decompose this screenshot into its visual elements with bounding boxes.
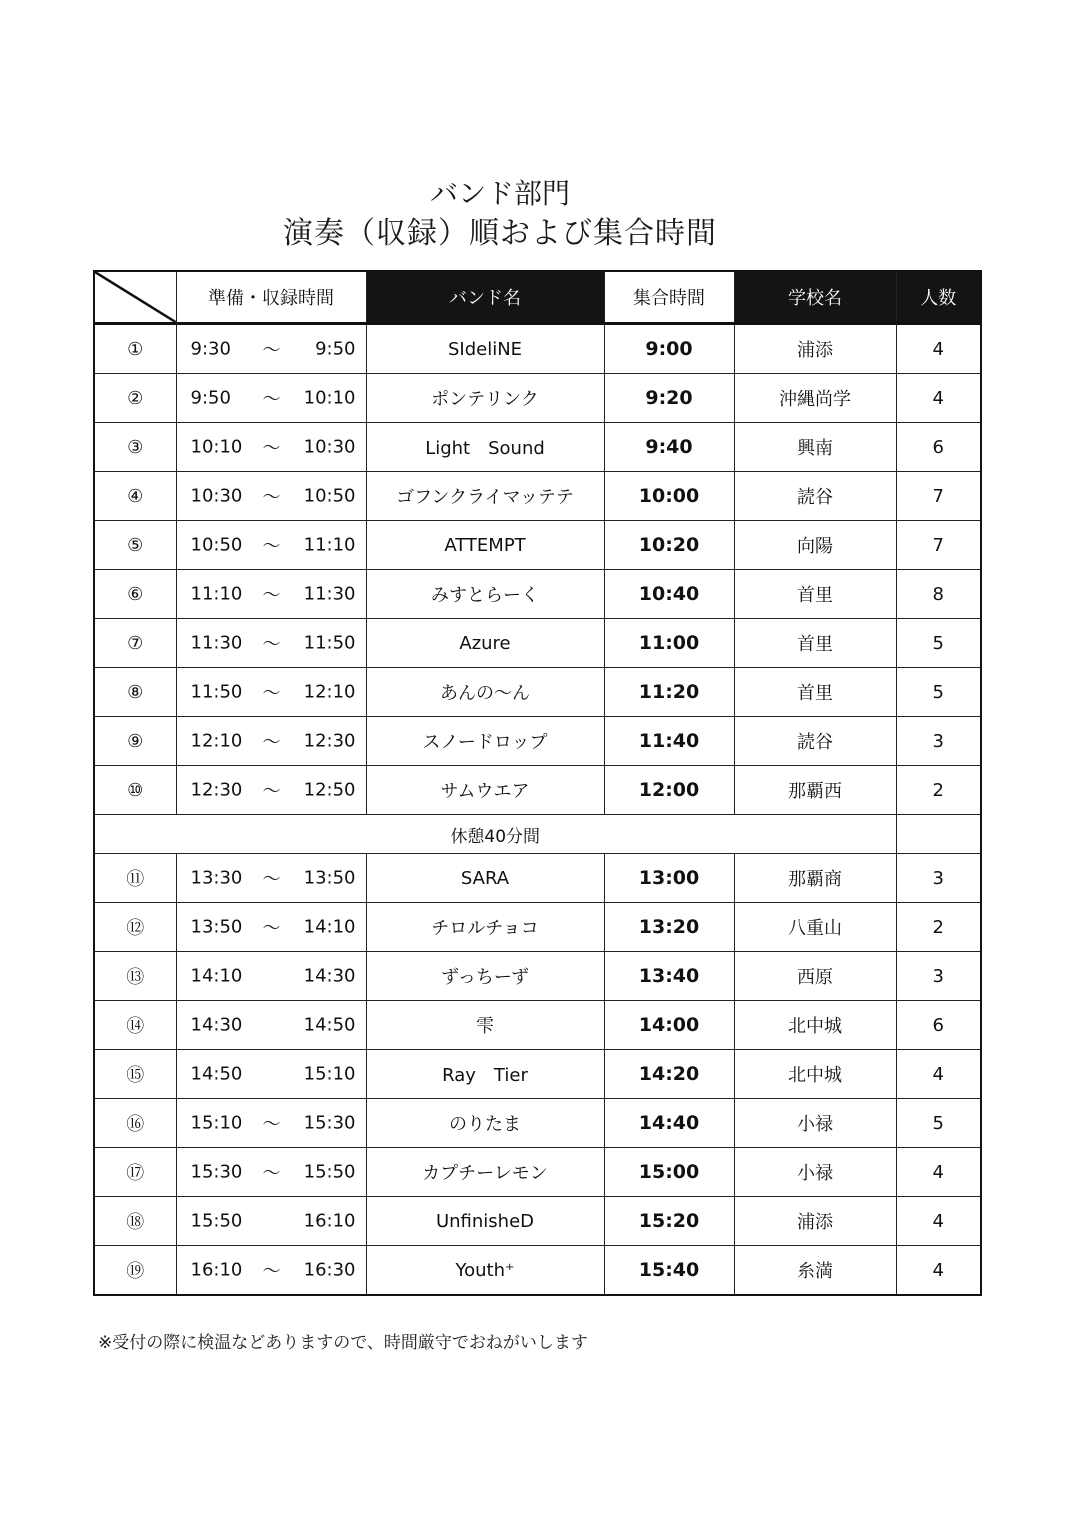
time-end: 12:10: [303, 681, 356, 703]
order-number: ⑫: [94, 903, 176, 952]
time-start: 14:50: [190, 1063, 243, 1085]
meeting-time: 10:00: [604, 472, 734, 521]
time-tilde: ～: [262, 781, 281, 802]
member-count: 4: [896, 1148, 981, 1197]
time-tilde: ～: [262, 487, 281, 508]
school-name: 北中城: [734, 1050, 896, 1099]
diagonal-line-icon: [95, 272, 176, 322]
member-count: 3: [896, 952, 981, 1001]
page-title: バンド部門: [429, 177, 570, 210]
time-range-cell: [176, 1099, 366, 1148]
member-count: 6: [896, 1001, 981, 1050]
time-range-cell: [176, 903, 366, 952]
school-name: 小禄: [734, 1148, 896, 1197]
band-name: ずっちーず: [366, 952, 604, 1001]
time-range-cell: [176, 952, 366, 1001]
order-number: ⑯: [94, 1099, 176, 1148]
time-end: 15:50: [303, 1161, 356, 1183]
member-count: 5: [896, 1099, 981, 1148]
time-start: 12:10: [190, 730, 243, 752]
school-name: 沖縄尚学: [734, 374, 896, 423]
school-name: 首里: [734, 619, 896, 668]
break-label: 休憩40分間: [94, 815, 896, 854]
band-name: あんの～ん: [366, 668, 604, 717]
time-end: 12:30: [303, 730, 356, 752]
band-name: Youth⁺: [366, 1246, 604, 1296]
time-range-cell: [176, 717, 366, 766]
time-range-cell: [176, 766, 366, 815]
school-name: 首里: [734, 668, 896, 717]
meeting-time: 12:00: [604, 766, 734, 815]
time-tilde: ～: [262, 634, 281, 655]
page-subtitle: 演奏（収録）順および集合時間: [283, 216, 717, 251]
time-range-cell: [176, 374, 366, 423]
order-number: ⑮: [94, 1050, 176, 1099]
band-name: SARA: [366, 854, 604, 903]
meeting-time: 14:00: [604, 1001, 734, 1050]
time-start: 15:50: [190, 1210, 243, 1232]
band-name: サムウエア: [366, 766, 604, 815]
member-count: 3: [896, 854, 981, 903]
meeting-time: 10:20: [604, 521, 734, 570]
header-meeting: 集合時間: [604, 271, 734, 324]
time-range-cell: [176, 423, 366, 472]
member-count: 8: [896, 570, 981, 619]
table-row: [94, 423, 981, 472]
member-count: 4: [896, 324, 981, 374]
school-name: 北中城: [734, 1001, 896, 1050]
school-name: 八重山: [734, 903, 896, 952]
band-name: カプチーレモン: [366, 1148, 604, 1197]
time-start: 16:10: [190, 1259, 243, 1281]
table-row: [94, 854, 981, 903]
time-start: 10:10: [190, 436, 243, 458]
band-name: Light Sound: [366, 423, 604, 472]
time-end: 9:50: [315, 338, 356, 360]
time-start: 14:30: [190, 1014, 243, 1036]
order-number: ⑦: [94, 619, 176, 668]
time-range-cell: [176, 619, 366, 668]
member-count: 5: [896, 619, 981, 668]
order-number: ②: [94, 374, 176, 423]
table-row: [94, 903, 981, 952]
meeting-time: 15:20: [604, 1197, 734, 1246]
order-number: ⑧: [94, 668, 176, 717]
band-name: SIdeliNE: [366, 324, 604, 374]
time-end: 15:30: [303, 1112, 356, 1134]
time-end: 11:50: [303, 632, 356, 654]
table-row: [94, 1197, 981, 1246]
header-band: バンド名: [366, 271, 604, 324]
school-name: 興南: [734, 423, 896, 472]
time-tilde: ～: [262, 536, 281, 557]
time-end: 12:50: [303, 779, 356, 801]
order-number: ③: [94, 423, 176, 472]
member-count: 4: [896, 1050, 981, 1099]
footnote: ※受付の際に検温などありますので、時間厳守でおねがいします: [98, 1333, 588, 1353]
table-row: [94, 1148, 981, 1197]
band-name: UnfinisheD: [366, 1197, 604, 1246]
time-end: 16:10: [303, 1210, 356, 1232]
time-tilde: ～: [262, 683, 281, 704]
school-name: 浦添: [734, 324, 896, 374]
member-count: 6: [896, 423, 981, 472]
school-name: 読谷: [734, 472, 896, 521]
time-tilde: ～: [262, 340, 281, 361]
table-row: [94, 324, 981, 374]
time-tilde: ～: [262, 869, 281, 890]
time-end: 10:30: [303, 436, 356, 458]
school-name: 西原: [734, 952, 896, 1001]
time-start: 13:30: [190, 867, 243, 889]
member-count: 2: [896, 766, 981, 815]
member-count: 4: [896, 1246, 981, 1296]
member-count: 4: [896, 1197, 981, 1246]
band-name: Azure: [366, 619, 604, 668]
order-number: ⑥: [94, 570, 176, 619]
time-start: 9:30: [190, 338, 231, 360]
meeting-time: 15:40: [604, 1246, 734, 1296]
time-end: 11:30: [303, 583, 356, 605]
time-range-cell: [176, 668, 366, 717]
time-tilde: ～: [262, 732, 281, 753]
table-row: [94, 766, 981, 815]
meeting-time: 9:00: [604, 324, 734, 374]
time-end: 11:10: [303, 534, 356, 556]
table-row: [94, 570, 981, 619]
time-tilde: ～: [262, 1261, 281, 1282]
member-count: 3: [896, 717, 981, 766]
school-name: 首里: [734, 570, 896, 619]
table-row: [94, 668, 981, 717]
time-start: 11:10: [190, 583, 243, 605]
header-time: 準備・収録時間: [176, 271, 366, 324]
order-number: ⑩: [94, 766, 176, 815]
time-start: 12:30: [190, 779, 243, 801]
school-name: 向陽: [734, 521, 896, 570]
time-start: 11:50: [190, 681, 243, 703]
meeting-time: 9:40: [604, 423, 734, 472]
meeting-time: 13:20: [604, 903, 734, 952]
meeting-time: 14:40: [604, 1099, 734, 1148]
table-row: [94, 717, 981, 766]
meeting-time: 9:20: [604, 374, 734, 423]
time-start: 11:30: [190, 632, 243, 654]
order-number: ⑲: [94, 1246, 176, 1296]
order-number: ⑪: [94, 854, 176, 903]
meeting-time: 13:00: [604, 854, 734, 903]
time-end: 14:50: [303, 1014, 356, 1036]
table-row: [94, 619, 981, 668]
time-range-cell: [176, 570, 366, 619]
time-range-cell: [176, 1197, 366, 1246]
break-empty-cell: [896, 815, 981, 854]
member-count: 7: [896, 472, 981, 521]
time-start: 10:30: [190, 485, 243, 507]
time-range-cell: [176, 521, 366, 570]
time-tilde: ～: [262, 918, 281, 939]
member-count: 5: [896, 668, 981, 717]
band-name: スノードロップ: [366, 717, 604, 766]
table-row: [94, 1099, 981, 1148]
header-school: 学校名: [734, 271, 896, 324]
band-name: ポンテリンク: [366, 374, 604, 423]
school-name: 那覇商: [734, 854, 896, 903]
time-start: 15:30: [190, 1161, 243, 1183]
time-start: 13:50: [190, 916, 243, 938]
band-name: ATTEMPT: [366, 521, 604, 570]
school-name: 糸満: [734, 1246, 896, 1296]
time-end: 13:50: [303, 867, 356, 889]
time-start: 14:10: [190, 965, 243, 987]
order-number: ④: [94, 472, 176, 521]
order-number: ⑬: [94, 952, 176, 1001]
order-number: ①: [94, 324, 176, 374]
band-name: 雫: [366, 1001, 604, 1050]
table-row: [94, 374, 981, 423]
time-end: 14:10: [303, 916, 356, 938]
header-diagonal-cell: [94, 271, 176, 324]
time-range-cell: [176, 854, 366, 903]
time-range-cell: [176, 1050, 366, 1099]
order-number: ⑭: [94, 1001, 176, 1050]
break-row: [94, 815, 981, 854]
meeting-time: 15:00: [604, 1148, 734, 1197]
meeting-time: 10:40: [604, 570, 734, 619]
table-row: [94, 1246, 981, 1296]
time-tilde: ～: [262, 585, 281, 606]
band-name: Ray Tier: [366, 1050, 604, 1099]
school-name: 那覇西: [734, 766, 896, 815]
time-tilde: ～: [262, 1163, 281, 1184]
time-start: 15:10: [190, 1112, 243, 1134]
schedule-table: [93, 270, 982, 1296]
order-number: ⑱: [94, 1197, 176, 1246]
school-name: 浦添: [734, 1197, 896, 1246]
time-range-cell: [176, 1148, 366, 1197]
time-range-cell: [176, 324, 366, 374]
band-name: ゴフンクライマッテテ: [366, 472, 604, 521]
table-row: [94, 1001, 981, 1050]
meeting-time: 11:20: [604, 668, 734, 717]
member-count: 2: [896, 903, 981, 952]
member-count: 4: [896, 374, 981, 423]
time-start: 9:50: [190, 387, 231, 409]
time-tilde: ～: [262, 389, 281, 410]
meeting-time: 11:00: [604, 619, 734, 668]
table-row: [94, 521, 981, 570]
order-number: ⑤: [94, 521, 176, 570]
time-end: 14:30: [303, 965, 356, 987]
table-row: [94, 472, 981, 521]
time-end: 10:10: [303, 387, 356, 409]
meeting-time: 13:40: [604, 952, 734, 1001]
order-number: ⑰: [94, 1148, 176, 1197]
table-row: [94, 1050, 981, 1099]
school-name: 読谷: [734, 717, 896, 766]
member-count: 7: [896, 521, 981, 570]
school-name: 小禄: [734, 1099, 896, 1148]
time-start: 10:50: [190, 534, 243, 556]
meeting-time: 14:20: [604, 1050, 734, 1099]
time-end: 16:30: [303, 1259, 356, 1281]
time-tilde: ～: [262, 1114, 281, 1135]
order-number: ⑨: [94, 717, 176, 766]
band-name: チロルチョコ: [366, 903, 604, 952]
band-name: みすとらーく: [366, 570, 604, 619]
time-range-cell: [176, 1001, 366, 1050]
time-range-cell: [176, 1246, 366, 1296]
table-header-row: [94, 271, 981, 324]
time-range-cell: [176, 472, 366, 521]
time-end: 10:50: [303, 485, 356, 507]
time-end: 15:10: [303, 1063, 356, 1085]
time-tilde: ～: [262, 438, 281, 459]
meeting-time: 11:40: [604, 717, 734, 766]
band-name: のりたま: [366, 1099, 604, 1148]
table-row: [94, 952, 981, 1001]
header-members: 人数: [896, 271, 981, 324]
